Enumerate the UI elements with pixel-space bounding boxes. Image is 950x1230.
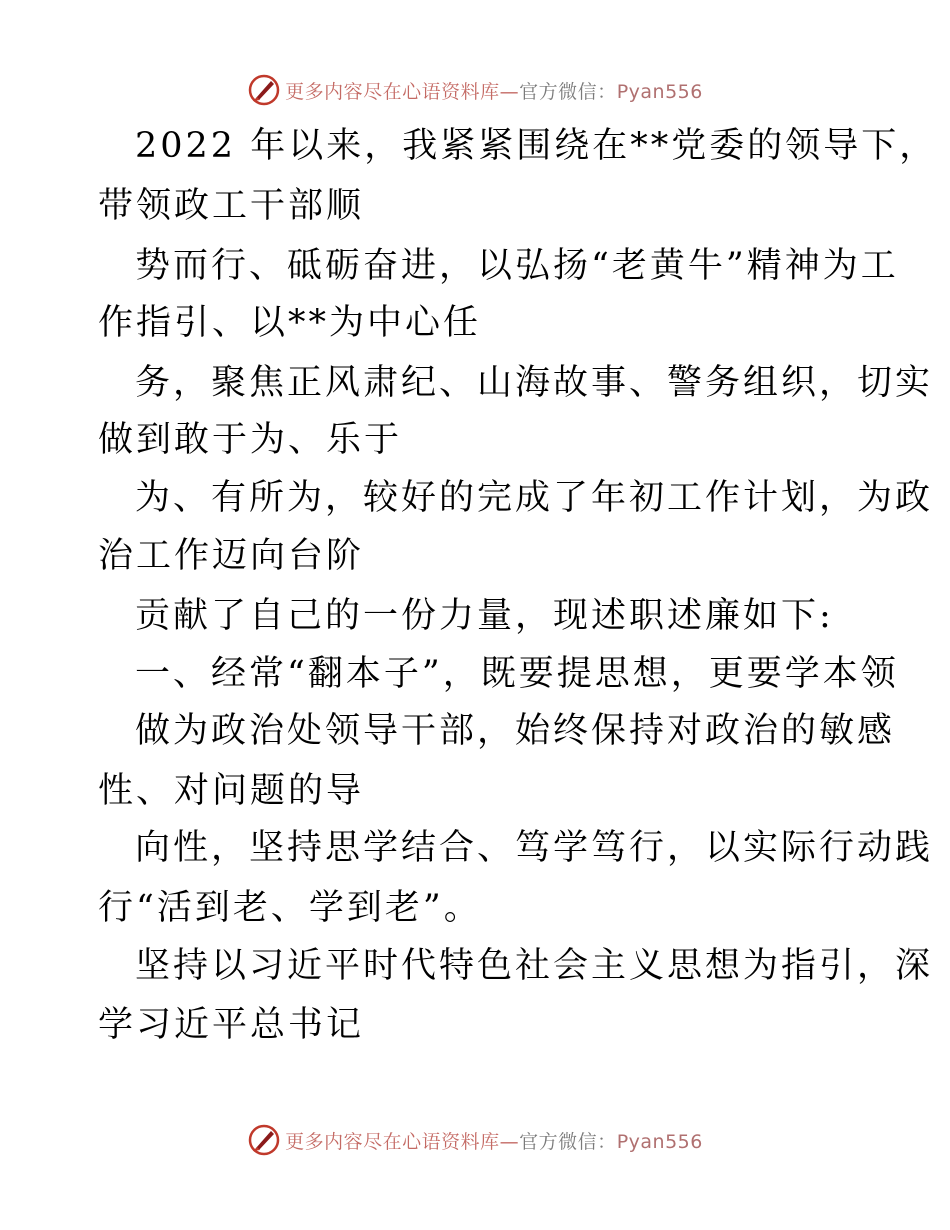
text-line: 坚持以习近平时代特色社会主义思想为指引，深 [135,946,934,986]
text-line: 行“活到老、学到老”。 [98,888,482,928]
text-line: 贡献了自己的一份力量，现述职述廉如下: [135,596,834,636]
text-line: 为、有所为，较好的完成了年初工作计划，为政 [135,478,934,518]
text-line: 治工作迈向台阶 [98,536,365,576]
text-line: 2022 年以来，我紧紧围绕在**党委的领导下， [135,126,938,166]
text-line: 做为政治处领导干部，始终保持对政治的敏感 [135,711,896,751]
watermark-text: 更多内容尽在心语资料库—官方微信：Pyan556 [285,80,703,103]
watermark-text: 更多内容尽在心语资料库—官方微信：Pyan556 [285,1130,703,1153]
text-line: 一、经常“翻本子”，既要提思想，更要学本领 [135,654,899,694]
footer-watermark-banner [0,1120,950,1160]
text-line: 学习近平总书记 [98,1005,365,1045]
text-line: 向性，坚持思学结合、笃学笃行，以实际行动践 [135,828,934,868]
text-line: 务，聚焦正风肃纪、山海故事、警务组织，切实 [135,363,934,403]
text-line: 性、对问题的导 [98,771,365,811]
brand-logo-icon [247,1123,281,1157]
text-line: 势而行、砥砺奋进，以弘扬“老黄牛”精神为工 [135,246,899,286]
text-line: 做到敢于为、乐于 [98,420,403,460]
text-line: 带领政工干部顺 [98,186,365,226]
text-line: 作指引、以**为中心任 [98,303,482,343]
